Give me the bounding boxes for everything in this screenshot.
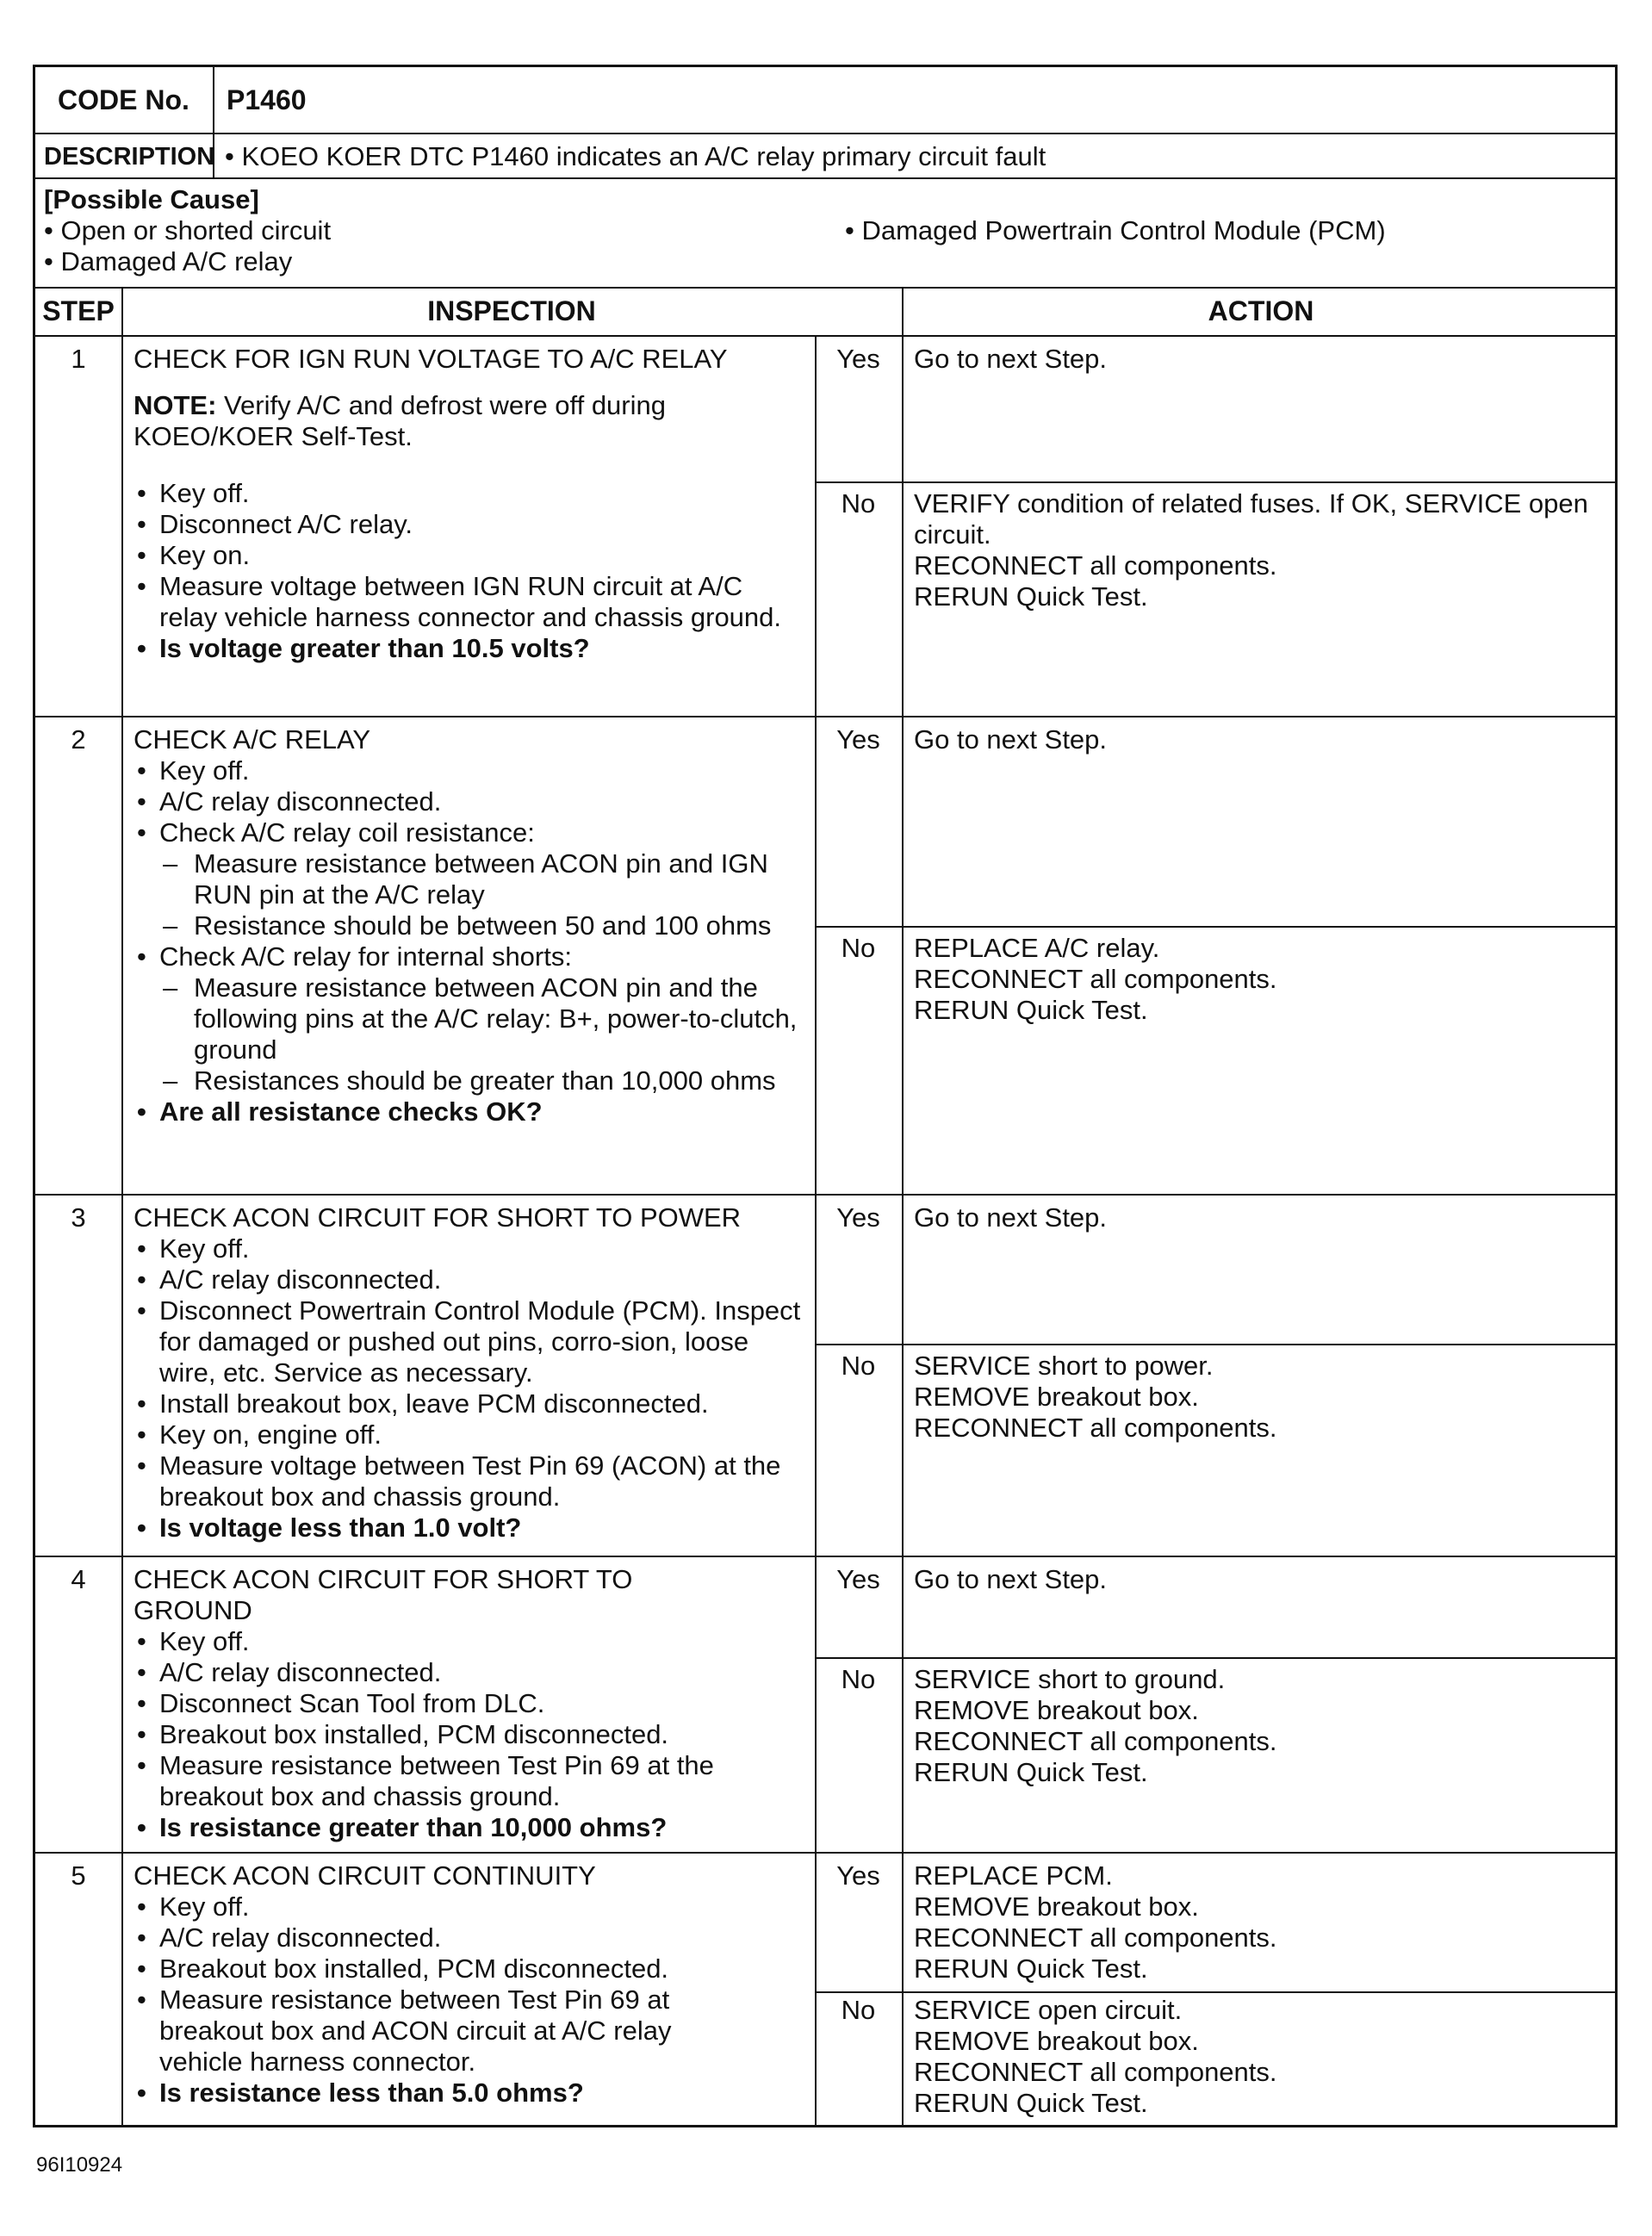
no-action [914,488,1612,612]
yes-action [914,724,1612,755]
note-label: NOTE: [134,390,217,420]
divider [815,337,817,717]
list-item: • Key off. [134,1891,736,1922]
divider [902,1854,904,2127]
step-number: 4 [71,1564,86,1594]
action-line: RECONNECT all components. [914,1922,1277,1953]
yes-action [914,1860,1612,1984]
inspection-column-header: INSPECTION [427,295,596,326]
possible-cause-right-1: • Damaged Powertrain Control Module (PCM) [845,215,1386,245]
yes-no-divider [815,926,1615,928]
list-item: • Disconnect Powertrain Control Module (PCM). Inspect for damaged or pushed out pins, corro-sion, loose wire, etc. Service as necessary. [134,1295,810,1388]
note [134,390,805,421]
inspection-content [134,1202,810,1543]
step-row-5 [35,1854,1615,2127]
list-item: • Measure resistance between Test Pin 69 at breakout box and ACON circuit at A/C relay vehicle harness connector. [134,1984,736,2078]
no-action [914,1351,1612,1444]
action-line: REMOVE breakout box. [914,1891,1199,1922]
sub-item: – Measure resistance between ACON pin and IGN RUN pin at the A/C relay [134,848,805,910]
yes-no-divider [815,1657,1615,1659]
possible-cause-left-2: • Damaged A/C relay [44,246,293,276]
step-row-4 [35,1557,1615,1854]
step-number: 5 [71,1860,86,1891]
action-line: REMOVE breakout box. [914,1695,1199,1725]
action-line: SERVICE short to power. [914,1351,1214,1381]
action-line: Go to next Step. [914,1564,1108,1594]
list-item: • A/C relay disconnected. [134,1922,736,1953]
list-item: • Breakout box installed, PCM disconnected. [134,1719,805,1750]
list-item: • Key off. [134,478,805,509]
action-line: RECONNECT all components. [914,1413,1277,1443]
code-label: CODE No. [58,84,189,115]
list-item: • Key off. [134,755,805,786]
yes-label: Yes [836,344,880,374]
inspection-content [134,1564,736,1843]
action-line: RERUN Quick Test. [914,995,1148,1025]
action-line: SERVICE open circuit. [914,1995,1183,2025]
action-line: REMOVE breakout box. [914,1382,1199,1412]
no-action [914,1995,1612,2119]
list-item: • A/C relay disconnected. [134,1657,805,1688]
description-label: DESCRIPTION [44,143,215,171]
step-number: 2 [71,724,86,755]
sub-item: – Resistance should be between 50 and 100 ohms [134,910,805,941]
action-line: RERUN Quick Test. [914,1757,1148,1787]
action-line: Go to next Step. [914,344,1108,374]
action-line: REPLACE PCM. [914,1860,1113,1891]
question: • Is voltage less than 1.0 volt? [134,1512,810,1543]
sub-item: – Resistances should be greater than 10,000 ohms [134,1065,805,1096]
action-line: RECONNECT all components. [914,550,1277,581]
list-item: • Disconnect Scan Tool from DLC. [134,1688,805,1719]
divider [902,337,904,717]
yes-label: Yes [836,1564,880,1594]
divider [902,1196,904,1557]
yes-label: Yes [836,1202,880,1233]
list-item: • Key on, engine off. [134,1419,810,1450]
diagnostic-table [33,65,1618,2127]
action-line: Go to next Step. [914,1202,1108,1233]
list-item: • Check A/C relay coil resistance: [134,817,805,848]
step-row-1 [35,337,1615,717]
action-line: Go to next Step. [914,724,1108,755]
inspection-list [134,755,805,1127]
divider [815,1854,817,2127]
possible-cause-left-1: • Open or shorted circuit [44,215,332,245]
inspection-content [134,1860,736,2109]
yes-action [914,1564,1612,1595]
divider [121,1196,123,1557]
no-action [914,933,1612,1026]
question: • Is voltage greater than 10.5 volts? [134,633,805,664]
action-line: RERUN Quick Test. [914,2088,1148,2118]
no-label: No [841,1351,876,1381]
list-item: • Measure voltage between IGN RUN circuit at A/C relay vehicle harness connector and chassis ground. [134,571,805,633]
action-line: REMOVE breakout box. [914,2026,1199,2056]
list-item: • Measure resistance between Test Pin 69 at the breakout box and chassis ground. [134,1750,805,1812]
divider [121,717,123,1196]
inspection-content [134,344,805,664]
step-title: CHECK A/C RELAY [134,724,371,755]
divider [213,134,214,179]
step-title: CHECK ACON CIRCUIT CONTINUITY [134,1860,596,1891]
yes-no-divider [815,1991,1615,1993]
action-line: RECONNECT all components. [914,1726,1277,1756]
yes-action [914,344,1612,375]
list-item: • A/C relay disconnected. [134,1264,810,1295]
no-label: No [841,1995,876,2025]
step-column-header: STEP [42,295,115,326]
inspection-list [134,1626,805,1843]
action-line: REPLACE A/C relay. [914,933,1160,963]
list-item: • Measure voltage between Test Pin 69 (ACON) at the breakout box and chassis ground. [134,1450,810,1512]
possible-cause-title: [Possible Cause] [44,184,259,214]
step-row-3 [35,1196,1615,1557]
yes-no-divider [815,1344,1615,1345]
step-number: 3 [71,1202,86,1233]
yes-no-divider [815,481,1615,483]
action-line: RECONNECT all components. [914,964,1277,994]
step-title: CHECK FOR IGN RUN VOLTAGE TO A/C RELAY [134,344,728,374]
list-item: • Breakout box installed, PCM disconnected. [134,1953,736,1984]
list-item: • Check A/C relay for internal shorts: [134,941,805,972]
no-action [914,1664,1612,1788]
no-label: No [841,1664,876,1694]
action-line: RECONNECT all components. [914,2057,1277,2087]
yes-label: Yes [836,1860,880,1891]
divider [121,1854,123,2127]
divider [121,1557,123,1854]
possible-cause-section [35,179,1615,289]
list-item: • Key off. [134,1626,805,1657]
inspection-list [134,1891,736,2109]
step-row-2 [35,717,1615,1196]
no-label: No [841,488,876,519]
action-line: RERUN Quick Test. [914,1953,1148,1984]
figure-code: 96I10924 [36,2153,123,2177]
note-text-2: KOEO/KOER Self-Test. [134,421,413,451]
code-value: P1460 [227,84,307,115]
step-title: CHECK ACON CIRCUIT FOR SHORT TO GROUND [134,1564,633,1625]
inspection-content [134,724,805,1127]
question: • Is resistance less than 5.0 ohms? [134,2078,736,2109]
yes-action [914,1202,1612,1233]
divider [902,1557,904,1854]
list-item: • Install breakout box, leave PCM disconnected. [134,1388,810,1419]
inspection-list [134,1233,810,1543]
action-line: VERIFY condition of related fuses. If OK, SERVICE open circuit. [914,488,1588,550]
divider [815,1557,817,1854]
sub-item: – Measure resistance between ACON pin and the following pins at the A/C relay: B+, power-to-clutch, ground [134,972,805,1065]
description-value: • KOEO KOER DTC P1460 indicates an A/C relay primary circuit fault [225,141,1046,171]
divider [902,717,904,1196]
list-item: • Disconnect A/C relay. [134,509,805,540]
description-row [35,134,1615,179]
no-label: No [841,933,876,963]
note-text: Verify A/C and defrost were off during [216,390,666,420]
inspection-list [134,478,805,664]
step-title: CHECK ACON CIRCUIT FOR SHORT TO POWER [134,1202,742,1233]
action-column-header: ACTION [1208,295,1314,326]
code-row [35,67,1615,134]
question: • Is resistance greater than 10,000 ohms? [134,1812,805,1843]
divider [213,67,214,134]
yes-label: Yes [836,724,880,755]
step-number: 1 [71,344,86,374]
question: • Are all resistance checks OK? [134,1096,805,1127]
list-item: • Key on. [134,540,805,571]
column-header-row [35,289,1615,337]
divider [121,337,123,717]
action-line: SERVICE short to ground. [914,1664,1226,1694]
action-line: RERUN Quick Test. [914,581,1148,612]
list-item: • Key off. [134,1233,810,1264]
list-item: • A/C relay disconnected. [134,786,805,817]
